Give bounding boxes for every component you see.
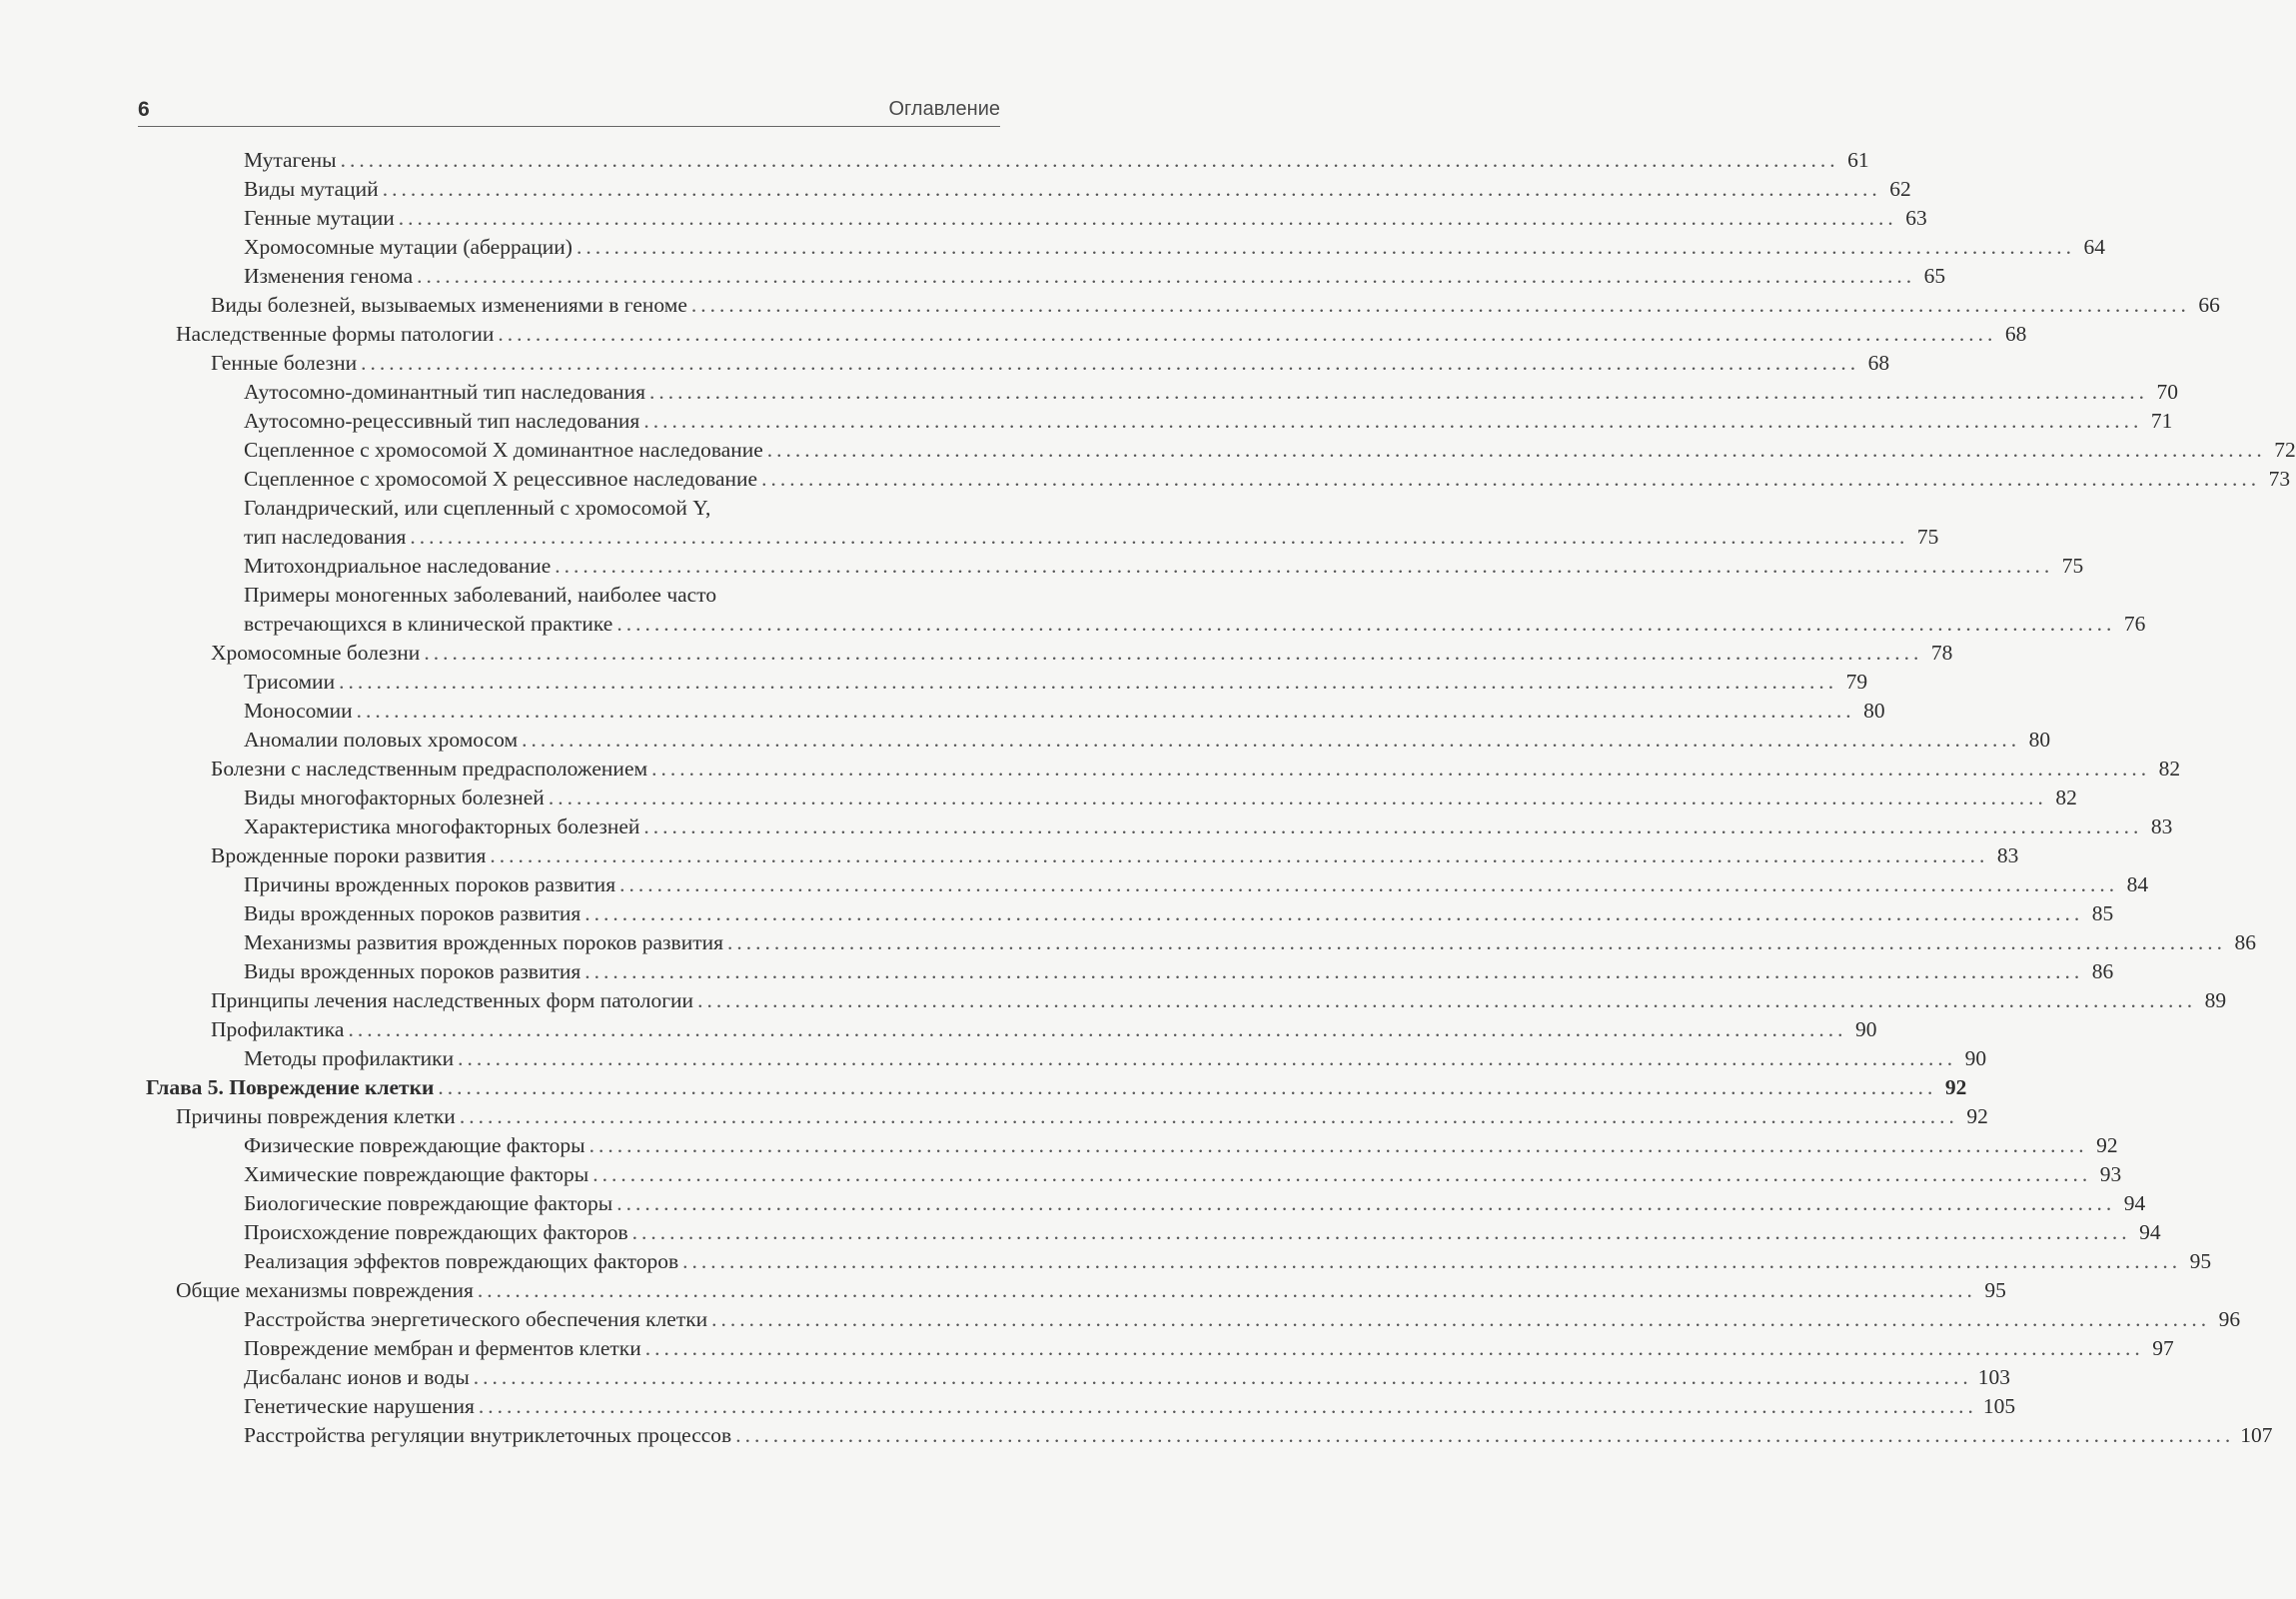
toc-entry-page-number: 70	[2156, 380, 2179, 404]
toc-entry-page-number: 84	[2126, 872, 2149, 896]
dot-leader: ................................................................................................................................................................	[766, 438, 2266, 462]
dot-leader: ................................................................................................................................................................	[424, 641, 1923, 665]
dot-leader: ................................................................................................................................................................	[473, 1365, 1972, 1389]
toc-entry	[0, 1015, 1877, 1044]
toc-entry-page-number: 76	[2123, 612, 2146, 636]
dot-leader: ................................................................................................................................................................	[735, 1423, 2235, 1447]
dot-leader: ................................................................................................................................................................	[592, 1162, 2092, 1186]
dot-leader: ................................................................................................................................................................	[498, 322, 1997, 346]
toc-entry	[0, 812, 2173, 841]
toc-entry	[0, 494, 1939, 552]
toc-entry-line	[244, 175, 1911, 204]
dot-leader: ................................................................................................................................................................	[438, 1075, 1937, 1099]
toc-entry-title: Повреждение мембран и ферментов клетки	[244, 1336, 641, 1360]
toc-entry-line	[244, 1334, 2174, 1363]
dot-leader: ................................................................................................................................................................	[490, 843, 1989, 867]
toc-entry-title: Мутагены	[244, 148, 337, 172]
dot-leader: ................................................................................................................................................................	[477, 1278, 1976, 1302]
toc-entry-line	[244, 1363, 2011, 1392]
toc-entry-line	[211, 291, 2220, 320]
dot-leader: ................................................................................................................................................................	[340, 148, 1839, 172]
toc-entry-title: Хромосомные мутации (аберрации)	[244, 235, 573, 259]
toc-entry-title: Хромосомные болезни	[211, 641, 421, 665]
toc-entry-title: Изменения генома	[244, 264, 414, 288]
toc-entry	[0, 1363, 2011, 1392]
dot-leader: ................................................................................................................................................................	[417, 264, 1916, 288]
dot-leader: ................................................................................................................................................................	[398, 206, 1897, 230]
dot-leader: ................................................................................................................................................................	[643, 409, 2143, 433]
toc-entry	[0, 175, 1911, 204]
toc-entry-page-number: 71	[2150, 409, 2173, 433]
toc-entry-page-number: 63	[1905, 206, 1927, 230]
toc-entry	[0, 407, 2173, 436]
dot-leader: ................................................................................................................................................................	[616, 1191, 2116, 1215]
toc-entry	[0, 784, 2077, 812]
toc-entry-page-number: 93	[2099, 1162, 2122, 1186]
toc-entry-page-number: 64	[2083, 235, 2105, 259]
toc-entry	[0, 1247, 2212, 1276]
toc-entry	[0, 726, 2051, 755]
dot-leader: ................................................................................................................................................................	[761, 467, 2261, 491]
toc-entry-page-number: 66	[2198, 293, 2220, 317]
toc-entry-page-number: 83	[2150, 814, 2173, 838]
dot-leader: ................................................................................................................................................................	[522, 728, 2021, 752]
dot-leader: ................................................................................................................................................................	[651, 757, 2151, 781]
toc-entry-page-number: 95	[1984, 1278, 2006, 1302]
toc-entry-title: Виды мутаций	[244, 177, 379, 201]
toc-entry-page-number: 86	[2234, 930, 2256, 954]
toc-entry-title: Виды врожденных пороков развития	[244, 901, 581, 925]
toc-entry	[0, 204, 1927, 233]
toc-entry-page-number: 90	[1854, 1017, 1877, 1041]
toc-entry-page-number: 78	[1930, 641, 1953, 665]
toc-entry-line	[244, 465, 2291, 494]
toc-entry-page-number: 92	[1944, 1075, 1967, 1099]
toc-entry-title: Расстройства энергетического обеспечения клетки	[244, 1307, 708, 1331]
toc-entry	[0, 755, 2181, 784]
toc-entry-title-line: Голандрический, или сцепленный с хромосомой Y,	[244, 496, 711, 520]
toc-entry-line	[146, 1073, 1967, 1102]
toc-entry-page-number: 75	[1916, 525, 1939, 549]
toc-entry-line	[244, 146, 1869, 175]
dot-leader: ................................................................................................................................................................	[339, 670, 1838, 694]
dot-leader: ................................................................................................................................................................	[643, 814, 2143, 838]
toc-entry-page-number: 90	[1964, 1046, 1987, 1070]
toc-entry	[0, 1392, 2016, 1421]
toc-entry	[0, 899, 2114, 928]
toc-entry	[0, 320, 2027, 349]
toc-entry-page-number: 62	[1889, 177, 1911, 201]
toc-entry	[0, 1044, 1987, 1073]
toc-entry-page-number: 96	[2218, 1307, 2241, 1331]
toc-entry-title: Глава 5. Повреждение клетки	[146, 1075, 435, 1099]
toc-entry-line	[211, 755, 2181, 784]
toc-entry-page-number: 61	[1847, 148, 1869, 172]
toc-entry-line	[176, 320, 2027, 349]
toc-entry-title: Причины повреждения клетки	[176, 1104, 456, 1128]
toc-entry-page-number: 105	[1982, 1394, 2016, 1418]
toc-entry-line	[244, 1421, 2273, 1450]
toc-entry-title: Виды болезней, вызываемых изменениями в геноме	[211, 293, 687, 317]
dot-leader: ................................................................................................................................................................	[478, 1394, 1977, 1418]
toc-entry	[0, 1305, 2241, 1334]
toc-entry-line	[244, 899, 2114, 928]
toc-entry	[0, 1276, 2006, 1305]
toc-entry-page-number: 75	[2061, 554, 2084, 578]
toc-entry-title: Виды многофакторных болезней	[244, 786, 545, 809]
toc-entry	[0, 1218, 2161, 1247]
toc-entry-page-number: 83	[1996, 843, 2019, 867]
table-of-contents	[0, 146, 2296, 1450]
toc-entry-line	[244, 1189, 2146, 1218]
dot-leader: ................................................................................................................................................................	[682, 1249, 2182, 1273]
dot-leader: ................................................................................................................................................................	[575, 235, 2075, 259]
toc-entry	[0, 668, 1868, 697]
toc-entry-page-number: 97	[2152, 1336, 2174, 1360]
toc-entry-title: Физические повреждающие факторы	[244, 1133, 585, 1157]
toc-entry-line	[244, 870, 2149, 899]
toc-entry-title: Характеристика многофакторных болезней	[244, 814, 640, 838]
toc-entry-title: встречающихся в клинической практике	[244, 612, 613, 636]
toc-entry-line	[244, 436, 2296, 465]
toc-entry-line	[211, 841, 2019, 870]
running-title: Оглавление	[888, 98, 1000, 120]
toc-entry-page-number: 79	[1845, 670, 1868, 694]
toc-entry-line	[244, 552, 2084, 581]
dot-leader: ................................................................................................................................................................	[649, 380, 2149, 404]
toc-entry-line	[244, 1044, 1987, 1073]
toc-entry	[0, 378, 2179, 407]
toc-entry	[0, 1334, 2174, 1363]
toc-entry-title: Генетические нарушения	[244, 1394, 475, 1418]
toc-entry-line	[244, 957, 2114, 986]
toc-entry-page-number: 103	[1977, 1365, 2011, 1389]
toc-entry	[0, 1131, 2118, 1160]
toc-entry-line	[211, 639, 1953, 668]
toc-entry-title: Принципы лечения наследственных форм патологии	[211, 988, 694, 1012]
toc-entry-line	[176, 1276, 2006, 1305]
toc-entry-line	[244, 1392, 2016, 1421]
dot-leader: ................................................................................................................................................................	[690, 293, 2190, 317]
toc-entry-line	[244, 262, 1946, 291]
toc-entry-page-number: 89	[2204, 988, 2227, 1012]
dot-leader: ................................................................................................................................................................	[459, 1104, 1958, 1128]
toc-entry	[0, 870, 2149, 899]
toc-entry-title: тип наследования	[244, 525, 407, 549]
toc-entry	[0, 697, 1885, 726]
toc-entry-page-number: 107	[2240, 1423, 2273, 1447]
toc-entry-line	[244, 523, 1939, 552]
toc-entry-page-number: 80	[2028, 728, 2051, 752]
dot-leader: ................................................................................................................................................................	[727, 930, 2226, 954]
toc-entry-page-number: 94	[2139, 1220, 2161, 1244]
toc-entry-title: Механизмы развития врожденных пороков развития	[244, 930, 723, 954]
toc-entry-title: Генные мутации	[244, 206, 395, 230]
dot-leader: ................................................................................................................................................................	[584, 959, 2084, 983]
toc-entry-title: Сцепленное с хромосомой X доминантное наследование	[244, 438, 763, 462]
toc-chapter-entry	[0, 1073, 1967, 1102]
toc-entry-page-number: 86	[2091, 959, 2114, 983]
toc-entry-title: Врожденные пороки развития	[211, 843, 487, 867]
dot-leader: ................................................................................................................................................................	[644, 1336, 2144, 1360]
dot-leader: ................................................................................................................................................................	[697, 988, 2197, 1012]
toc-entry	[0, 928, 2256, 957]
toc-entry-title: Профилактика	[211, 1017, 345, 1041]
toc-entry-title: Причины врожденных пороков развития	[244, 872, 616, 896]
toc-entry-line	[244, 378, 2179, 407]
toc-entry	[0, 639, 1953, 668]
toc-entry-page-number: 92	[1966, 1104, 1988, 1128]
dot-leader: ................................................................................................................................................................	[361, 351, 1860, 375]
dot-leader: ................................................................................................................................................................	[631, 1220, 2131, 1244]
toc-entry-title: Виды врожденных пороков развития	[244, 959, 581, 983]
dot-leader: ................................................................................................................................................................	[616, 612, 2116, 636]
toc-entry-line	[244, 610, 2146, 639]
dot-leader: ................................................................................................................................................................	[382, 177, 1881, 201]
toc-entry-page-number: 95	[2189, 1249, 2212, 1273]
toc-entry	[0, 1189, 2146, 1218]
toc-entry-page-number: 72	[2274, 438, 2296, 462]
toc-entry-line	[244, 233, 2105, 262]
toc-entry-title: Трисомии	[244, 670, 336, 694]
toc-entry-line	[244, 1160, 2122, 1189]
toc-entry-page-number: 82	[2158, 757, 2181, 781]
toc-entry-title-line: Примеры моногенных заболеваний, наиболее часто	[244, 583, 717, 607]
toc-entry-title: Биологические повреждающие факторы	[244, 1191, 613, 1215]
toc-entry	[0, 1421, 2273, 1450]
dot-leader: ................................................................................................................................................................	[619, 872, 2119, 896]
toc-entry	[0, 986, 2227, 1015]
toc-entry-line	[244, 1218, 2161, 1247]
toc-entry	[0, 349, 1890, 378]
toc-entry-title: Митохондриальное наследование	[244, 554, 552, 578]
toc-entry	[0, 436, 2296, 465]
toc-entry-line	[244, 726, 2051, 755]
toc-entry	[0, 465, 2291, 494]
toc-entry-page-number: 80	[1863, 699, 1885, 723]
toc-entry	[0, 233, 2105, 262]
dot-leader: ................................................................................................................................................................	[584, 901, 2084, 925]
toc-entry-page-number: 68	[1867, 351, 1890, 375]
toc-entry-line	[211, 1015, 1877, 1044]
toc-entry	[0, 552, 2084, 581]
toc-entry-title: Реализация эффектов повреждающих факторов	[244, 1249, 679, 1273]
toc-entry-page-number: 85	[2091, 901, 2114, 925]
toc-entry-title: Болезни с наследственным предрасположением	[211, 757, 648, 781]
toc-entry	[0, 146, 1869, 175]
toc-entry-title: Аутосомно-рецессивный тип наследования	[244, 409, 640, 433]
page-number: 6	[138, 98, 150, 121]
toc-entry-line	[211, 349, 1890, 378]
toc-entry-title: Сцепленное с хромосомой X рецессивное наследование	[244, 467, 758, 491]
dot-leader: ................................................................................................................................................................	[356, 699, 1855, 723]
toc-entry-line	[244, 697, 1885, 726]
toc-entry-page-number: 94	[2123, 1191, 2146, 1215]
toc-entry	[0, 957, 2114, 986]
toc-entry-title: Происхождение повреждающих факторов	[244, 1220, 628, 1244]
toc-entry-line	[244, 407, 2173, 436]
toc-entry-line	[244, 668, 1868, 697]
toc-entry	[0, 581, 2146, 639]
toc-entry-title: Аномалии половых хромосом	[244, 728, 519, 752]
dot-leader: ................................................................................................................................................................	[348, 1017, 1847, 1041]
toc-entry-page-number: 82	[2055, 786, 2077, 809]
toc-entry-line	[244, 812, 2173, 841]
toc-entry-title: Наследственные формы патологии	[176, 322, 495, 346]
toc-entry-title: Аутосомно-доминантный тип наследования	[244, 380, 646, 404]
dot-leader: ................................................................................................................................................................	[458, 1046, 1957, 1070]
toc-entry-line	[244, 928, 2256, 957]
toc-entry-page-number: 92	[2096, 1133, 2118, 1157]
dot-leader: ................................................................................................................................................................	[555, 554, 2054, 578]
toc-entry-line	[244, 1305, 2241, 1334]
toc-entry	[0, 841, 2019, 870]
toc-entry-title: Моносомии	[244, 699, 353, 723]
toc-entry-title: Общие механизмы повреждения	[176, 1278, 474, 1302]
toc-entry	[0, 1160, 2122, 1189]
toc-entry-line	[244, 784, 2077, 812]
toc-entry-title: Методы профилактики	[244, 1046, 455, 1070]
toc-entry-page-number: 68	[2004, 322, 2027, 346]
toc-entry-line	[244, 204, 1927, 233]
toc-entry-line	[176, 1102, 1988, 1131]
toc-entry-title: Генные болезни	[211, 351, 358, 375]
toc-entry	[0, 262, 1946, 291]
toc-entry-title: Расстройства регуляции внутриклеточных процессов	[244, 1423, 732, 1447]
dot-leader: ................................................................................................................................................................	[410, 525, 1909, 549]
dot-leader: ................................................................................................................................................................	[588, 1133, 2088, 1157]
toc-entry-title: Химические повреждающие факторы	[244, 1162, 589, 1186]
toc-entry-line	[244, 1247, 2212, 1276]
toc-entry-line	[211, 986, 2227, 1015]
toc-entry-page-number: 73	[2268, 467, 2291, 491]
dot-leader: ................................................................................................................................................................	[711, 1307, 2211, 1331]
toc-entry-page-number: 65	[1923, 264, 1946, 288]
toc-entry	[0, 291, 2220, 320]
toc-entry	[0, 1102, 1988, 1131]
toc-entry-line	[244, 1131, 2118, 1160]
dot-leader: ................................................................................................................................................................	[548, 786, 2047, 809]
toc-entry-title: Дисбаланс ионов и воды	[244, 1365, 470, 1389]
page-header	[138, 92, 1000, 127]
